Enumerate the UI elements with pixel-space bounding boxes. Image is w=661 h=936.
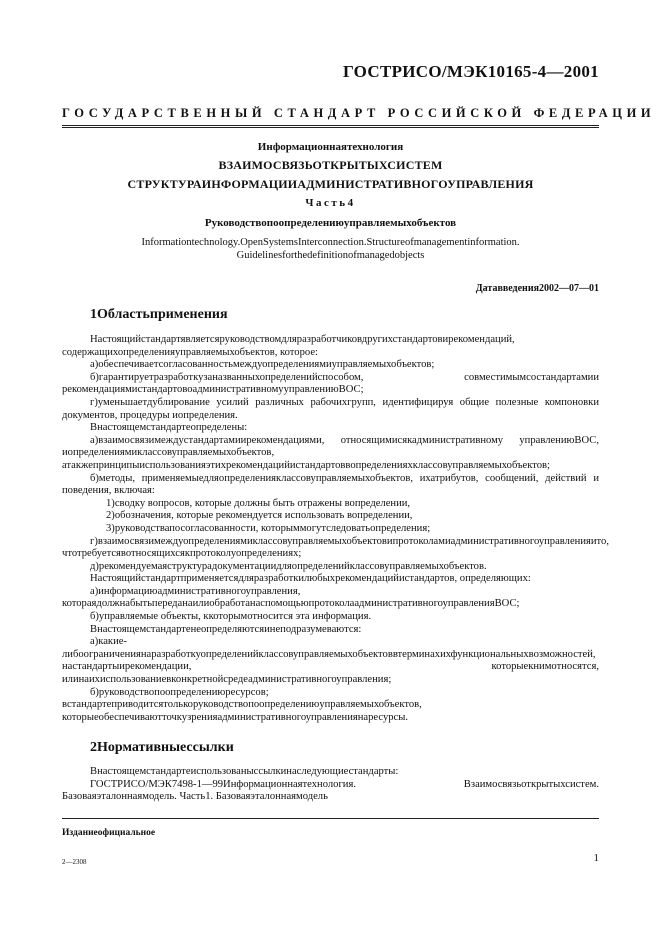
paragraph: Внастоящемстандартенеопределяютсяинеподразумеваются:	[90, 623, 362, 635]
introduction-date: Датавведения2002—07—01	[475, 283, 599, 294]
title-part: Часть4	[305, 197, 356, 209]
header-divider-bottom	[62, 127, 599, 128]
title-subtitle: Руководствопоопределениюуправляемыхобъектов	[204, 217, 457, 229]
paragraph: а)какие-либоограничениянаразработкуопределенийклассовуправляемыхобъектоввтерминахихфункциональныхвозможностей, настандартыирекомендации, которыекнимотносятся, илинаихиспользованиевконкретнойсредеадминистративногоуправления;	[62, 636, 599, 686]
paragraph: а)взаимосвязимеждустандартамиирекомендациями, относящимисякадминистративному управлениюВОС, иопределениямиклассовуправляемыхобъектов, атакжепринципыиспользованияэтихрекомендацийистандартоввопределенияхклассовуправляемыхобъектов;	[62, 434, 599, 471]
section2-body	[62, 766, 599, 804]
paragraph: Настоящийстандартявляетсяруководствомдляразработчиковдругихстандартовирекомендаций, содержащихопределенияуправляемыхобъектов, которое:	[62, 334, 515, 358]
state-standard-banner: ГОСУДАРСТВЕННЫЙ СТАНДАРТ РОССИЙСКОЙ ФЕДЕРАЦИИ	[62, 106, 656, 120]
english-title-line2: Guidelinesforthedefinitionofmanagedobjects	[236, 250, 425, 261]
paragraph: ГОСТРИСО/МЭК7498-1—99Информационнаятехнология. Взаимосвязьоткрытыхсистем. Базоваяэталоннаямодель. Часть1. Базоваяэталоннаямодель	[62, 778, 599, 803]
print-code: 2—2308	[62, 858, 87, 866]
paragraph: 3)руководствапосогласованности, которыммогутследоватьопределения;	[106, 522, 431, 534]
paragraph: г)взаимосвязимеждуопределениямиклассовуправляемыхобъектовипротоколамиадминистративногоуправленияито, чтотребуетсявотносящихсякпротоколуопределениях;	[62, 535, 609, 560]
section1-body	[62, 334, 609, 724]
paragraph: 1)сводку вопросов, которые должны быть отражены вопределении,	[106, 497, 411, 509]
paragraph: б)управляемые объекты, ккоторымотносится эта информация.	[90, 611, 372, 623]
section1-heading: 1Областьприменения	[90, 307, 228, 322]
paragraph: а)информациюадминистративногоуправления, котораядолжнабытьпереданаилиобработанаспомощьюпротоколаадминистративногоуправленияВОС;	[62, 585, 520, 610]
footer-divider	[62, 818, 599, 819]
page-number: 1	[593, 852, 599, 864]
paragraph: б)гарантируетразработкузаназванныхопределенийспособом, совместимымсостандартамии рекомендациямистандартовоадминистративномууправлениюВОС;	[62, 371, 599, 396]
title-block	[62, 140, 599, 262]
paragraph: Внастоящемстандартеопределены:	[90, 422, 248, 434]
publication-note: Изданиеофициальное	[62, 828, 156, 838]
paragraph: б)методы, применяемыедляопределенияклассовуправляемыхобъектов, ихатрибутов, сообщений, действий и поведения, включая:	[62, 472, 599, 497]
paragraph: г)уменьшаетдублирование усилий различных рабочихгрупп, идентифицируя общие полезные компоновки документов, процедуры иопределения.	[62, 396, 599, 421]
english-title-line1: Informationtechnology.OpenSystemsInterconnection.Structureofmanagementinformation.	[141, 237, 520, 248]
paragraph: Настоящийстандартприменяетсядляразработкилюбыхрекомендацийистандартов, определяющих:	[90, 573, 531, 585]
paragraph: а)обеспечиваетсогласованностьмеждуопределениямиуправляемыхобъектов;	[90, 359, 435, 371]
header-divider-top	[62, 125, 599, 126]
title-line1: Информационнаятехнология	[257, 141, 404, 153]
paragraph: б)руководствопоопределениюресурсов; встандартеприводитсятолькоруководствопоопределениюуправляемыхобъектов, которыеобеспечиваютточкузренияадминистративногоуправлениянаресурсы.	[62, 686, 422, 723]
document-number: ГОСТРИСО/МЭК10165-4—2001	[342, 62, 599, 81]
title-line2: ВЗАИМОСВЯЗЬОТКРЫТЫХСИСТЕМ	[218, 158, 443, 172]
paragraph: д)рекомендуемаяструктурадокументациидляопределенийклассовуправляемыхобъектов.	[90, 560, 487, 572]
title-line3: СТРУКТУРАИНФОРМАЦИИАДМИНИСТРАТИВНОГОУПРАВЛЕНИЯ	[127, 177, 534, 191]
paragraph: 2)обозначения, которые рекомендуется использовать вопределении,	[106, 510, 413, 522]
paragraph: Внастоящемстандартеиспользованыссылкинаследующиестандарты:	[90, 766, 399, 777]
section2-heading: 2Нормативныессылки	[90, 740, 234, 755]
